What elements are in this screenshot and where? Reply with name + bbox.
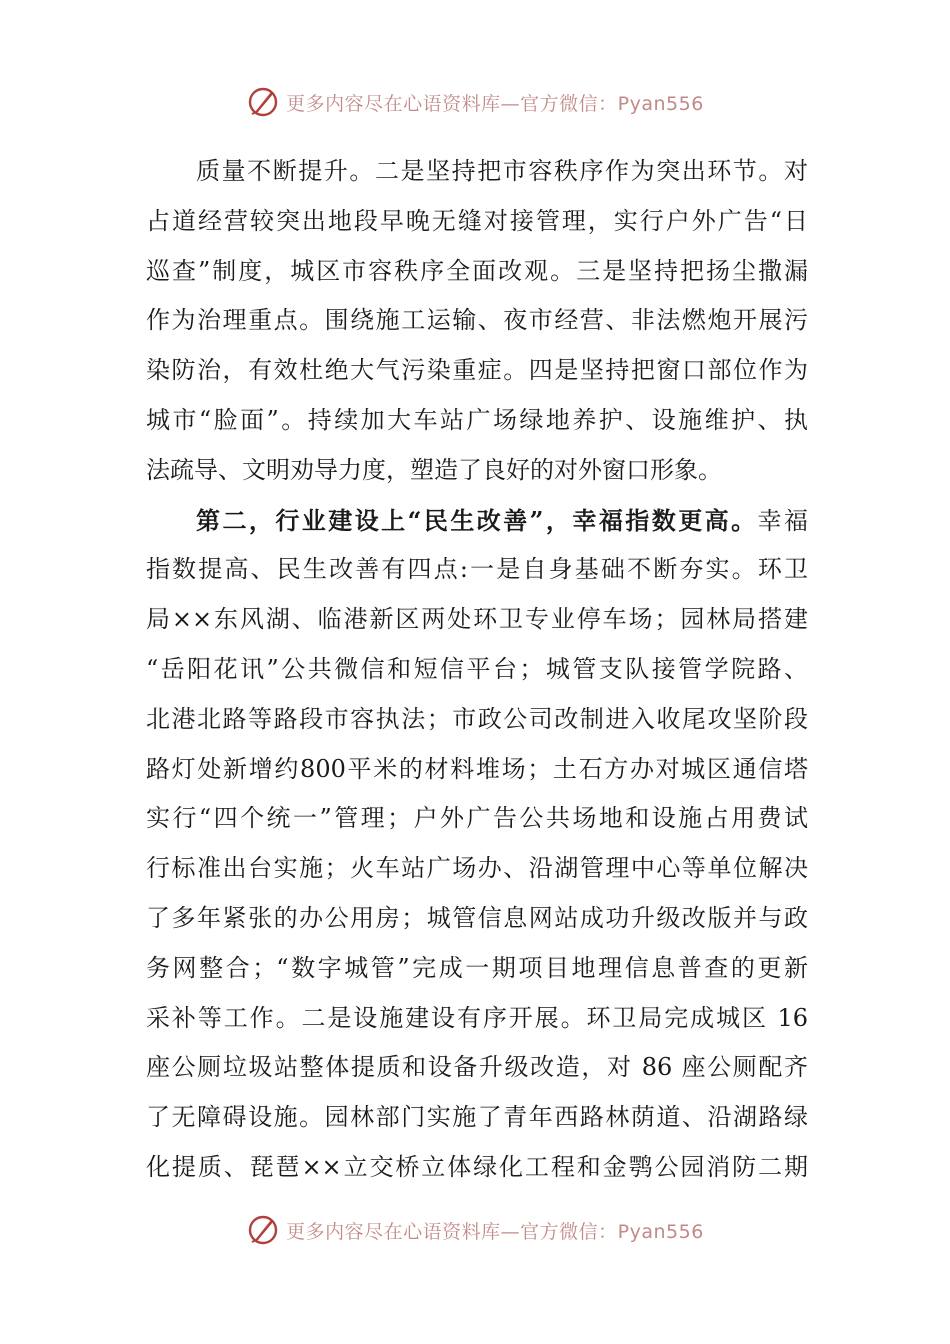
document-body: [146, 147, 808, 1193]
text-line: 采补等工作。二是设施建设有序开展。环卫局完成城区 16: [146, 1003, 808, 1032]
text-line: 了无障碍设施。园林部门实施了青年西路林荫道、沿湖路绿: [146, 1103, 808, 1132]
text-line: 化提质、琵琶××立交桥立体绿化工程和金鹗公园消防二期: [146, 1152, 808, 1181]
text-line: 染防治，有效杜绝大气污染重症。四是坚持把窗口部位作为: [146, 356, 808, 385]
text-fragment: 幸福: [757, 506, 808, 535]
text-line: 占道经营较突出地段早晚无缝对接管理，实行户外广告“日: [146, 206, 808, 235]
text-line: 城市“脸面”。持续加大车站广场绿地养护、设施维护、执: [146, 405, 808, 434]
header-banner: [0, 80, 950, 124]
text-line: “岳阳花讯”公共微信和短信平台；城管支队接管学院路、: [146, 654, 808, 683]
text-line: 巡查”制度，城区市容秩序全面改观。三是坚持把扬尘撒漏: [146, 256, 808, 285]
text-line: 局××东风湖、临港新区两处环卫专业停车场；园林局搭建: [146, 605, 808, 634]
section-heading: 第二，行业建设上“民生改善”，幸福指数更高。: [196, 505, 758, 535]
quill-logo-icon: [246, 85, 280, 119]
text-line: 质量不断提升。二是坚持把市容秩序作为突出环节。对: [196, 157, 808, 185]
footer-banner-text: 更多内容尽在心语资料库—官方微信：Pyan556: [286, 1220, 704, 1243]
text-line: 实行“四个统一”管理；户外广告公共场地和设施占用费试: [146, 804, 808, 833]
footer-wechat-id: Pyan556: [617, 1220, 704, 1243]
text-line: 北港北路等路段市容执法；市政公司改制进入收尾攻坚阶段: [146, 704, 808, 733]
text-line: 指数提高、民生改善有四点:一是自身基础不断夯实。环卫: [146, 555, 808, 584]
quill-logo-icon: [246, 1213, 280, 1247]
text-line: 了多年紧张的办公用房；城管信息网站成功升级改版并与政: [146, 903, 808, 932]
section-heading-line: [146, 496, 808, 546]
footer-banner: [0, 1208, 950, 1252]
text-line: 座公厕垃圾站整体提质和设备升级改造，对 86 座公厕配齐: [146, 1053, 808, 1082]
text-line: 法疏导、文明劝导力度，塑造了良好的对外窗口形象。: [146, 455, 722, 484]
text-line: 行标准出台实施；火车站广场办、沿湖管理中心等单位解决: [146, 854, 808, 883]
header-wechat-id: Pyan556: [617, 92, 704, 115]
header-banner-text: 更多内容尽在心语资料库—官方微信：Pyan556: [286, 92, 704, 115]
text-line: 务网整合；“数字城管”完成一期项目地理信息普查的更新: [146, 953, 808, 982]
text-line: 路灯处新增约800平米的材料堆场；土石方办对城区通信塔: [146, 754, 808, 783]
text-line: 作为治理重点。围绕施工运输、夜市经营、非法燃炮开展污: [146, 306, 808, 335]
